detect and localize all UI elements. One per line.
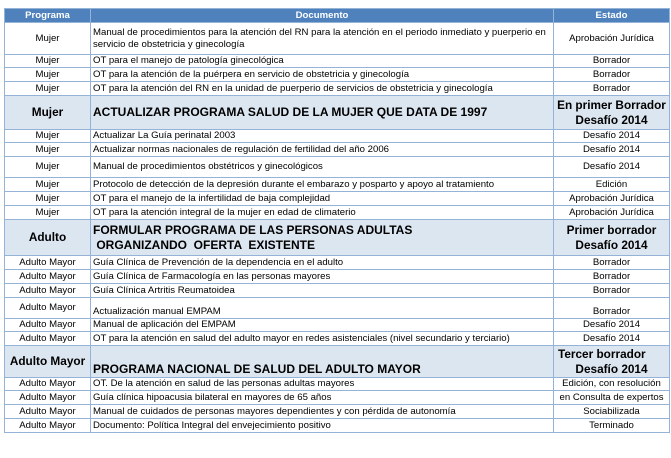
documento-line: FORMULAR PROGRAMA DE LAS PERSONAS ADULTAS (93, 222, 413, 237)
programa-cell: Mujer (5, 178, 91, 192)
documento-cell: OT para la atención integral de la mujer en edad de climaterio (91, 206, 554, 220)
estado-cell: Sociabilizada (554, 405, 670, 419)
documento-cell: OT para el manejo de la infertilidad de baja complejidad (91, 192, 554, 206)
table-row-highlighted (5, 346, 670, 378)
documento-cell: Manual de cuidados de personas mayores dependientes y con pérdida de autonomía (91, 405, 554, 419)
estado-cell: Desafío 2014 (554, 319, 670, 332)
table-row (5, 298, 670, 319)
programa-cell: Mujer (5, 206, 91, 220)
documento-line: ORGANIZANDO OFERTA EXISTENTE (93, 237, 316, 252)
estado-cell: Desafío 2014 (554, 130, 670, 143)
estado-cell (554, 220, 670, 256)
estado-cell: Borrador (554, 82, 670, 96)
programa-cell: Adulto Mayor (5, 284, 91, 298)
estado-cell (554, 346, 670, 378)
estado-cell: Aprobación Jurídica (554, 192, 670, 206)
programa-cell: Adulto Mayor (5, 419, 91, 433)
table-row (5, 405, 670, 419)
programa-cell: Mujer (5, 82, 91, 96)
documento-cell: Actualización manual EMPAM (91, 298, 554, 319)
estado-cell: Aprobación Jurídica (554, 206, 670, 220)
table-row (5, 178, 670, 192)
programa-cell: Mujer (5, 96, 91, 130)
table-row-highlighted (5, 220, 670, 256)
programa-cell: Adulto (5, 220, 91, 256)
documento-cell: Actualizar La Guía perinatal 2003 (91, 130, 554, 143)
estado-cell: Borrador (554, 256, 670, 270)
table-row (5, 256, 670, 270)
programa-cell: Mujer (5, 192, 91, 206)
documento-cell: Protocolo de detección de la depresión durante el embarazo y posparto y apoyo al tratamiento (91, 178, 554, 192)
table-row (5, 378, 670, 391)
estado-cell: en Consulta de expertos (554, 391, 670, 405)
documento-cell: Guía clínica hipoacusia bilateral en mayores de 65 años (91, 391, 554, 405)
table-row (5, 270, 670, 284)
programa-cell: Mujer (5, 68, 91, 82)
table-row (5, 206, 670, 220)
documento-cell: Manual de procedimientos para la atención del RN para la atención en el periodo inmediato y puerperio en servicio de obstetricia y ginecología (91, 23, 554, 55)
documento-cell: OT para la atención de la puérpera en servicio de obstetricia y ginecología (91, 68, 554, 82)
programa-cell: Adulto Mayor (5, 319, 91, 332)
table-row (5, 68, 670, 82)
documento-cell: OT para la atención en salud del adulto mayor en redes asistenciales (nivel secundario y terciario) (91, 332, 554, 346)
estado-line: Desafío 2014 (575, 112, 648, 127)
table-row (5, 23, 670, 55)
estado-cell: Borrador (554, 270, 670, 284)
table-row (5, 319, 670, 332)
documento-cell: Manual de aplicación del EMPAM (91, 319, 554, 332)
documento-cell: OT. De la atención en salud de las personas adultas mayores (91, 378, 554, 391)
estado-cell: Borrador (554, 68, 670, 82)
programa-cell: Adulto Mayor (5, 405, 91, 419)
table-row (5, 332, 670, 346)
programa-cell: Adulto Mayor (5, 270, 91, 284)
estado-line: Primer borrador (566, 222, 657, 237)
estado-cell: Edición (554, 178, 670, 192)
documents-status-table (4, 8, 670, 433)
programa-cell: Mujer (5, 23, 91, 55)
documento-cell: Actualizar normas nacionales de regulación de fertilidad del año 2006 (91, 143, 554, 157)
column-header-documento: Documento (91, 9, 554, 23)
estado-line: Desafío 2014 (575, 237, 648, 252)
documento-cell: Guía Clínica Artritis Reumatoidea (91, 284, 554, 298)
programa-cell: Adulto Mayor (5, 332, 91, 346)
estado-cell: Desafío 2014 (554, 157, 670, 178)
documento-cell: PROGRAMA NACIONAL DE SALUD DEL ADULTO MAYOR (91, 346, 554, 378)
estado-cell: Aprobación Jurídica (554, 23, 670, 55)
estado-cell (554, 96, 670, 130)
table-row (5, 192, 670, 206)
estado-line: Tercer borrador (558, 346, 646, 361)
column-header-estado: Estado (554, 9, 670, 23)
estado-cell: Borrador (554, 284, 670, 298)
estado-cell: Desafío 2014 (554, 332, 670, 346)
programa-cell: Mujer (5, 143, 91, 157)
table-row (5, 391, 670, 405)
table-row (5, 157, 670, 178)
programa-cell: Adulto Mayor (5, 378, 91, 391)
table-row (5, 419, 670, 433)
documento-cell: Documento: Política Integral del envejecimiento positivo (91, 419, 554, 433)
estado-cell: Terminado (554, 419, 670, 433)
programa-cell: Adulto Mayor (5, 346, 91, 378)
documento-cell: Guía Clínica de Prevención de la dependencia en el adulto (91, 256, 554, 270)
estado-cell: Borrador (554, 55, 670, 68)
table-row (5, 82, 670, 96)
estado-cell: Borrador (554, 298, 670, 319)
documento-cell: OT para la atención del RN en la unidad de puerperio de servicios de obstetricia y ginecología (91, 82, 554, 96)
estado-line: Desafío 2014 (575, 361, 648, 376)
table-header-row (5, 9, 670, 23)
table-row (5, 143, 670, 157)
documento-cell: Guía Clínica de Farmacología en las personas mayores (91, 270, 554, 284)
programa-cell: Mujer (5, 130, 91, 143)
column-header-programa: Programa (5, 9, 91, 23)
programa-cell: Mujer (5, 55, 91, 68)
documento-cell (91, 220, 554, 256)
programa-cell: Adulto Mayor (5, 256, 91, 270)
estado-line: En primer Borrador (557, 97, 666, 112)
programa-cell: Mujer (5, 157, 91, 178)
table-row (5, 284, 670, 298)
table-row-highlighted (5, 96, 670, 130)
programa-cell: Adulto Mayor (5, 391, 91, 405)
estado-cell: Desafío 2014 (554, 143, 670, 157)
documento-cell: Manual de procedimientos obstétricos y ginecológicos (91, 157, 554, 178)
table-row (5, 55, 670, 68)
documento-cell: OT para el manejo de patología ginecológica (91, 55, 554, 68)
table-row (5, 130, 670, 143)
programa-cell: Adulto Mayor (5, 298, 91, 319)
estado-cell: Edición, con resolución (554, 378, 670, 391)
documento-cell: ACTUALIZAR PROGRAMA SALUD DE LA MUJER QUE DATA DE 1997 (91, 96, 554, 130)
